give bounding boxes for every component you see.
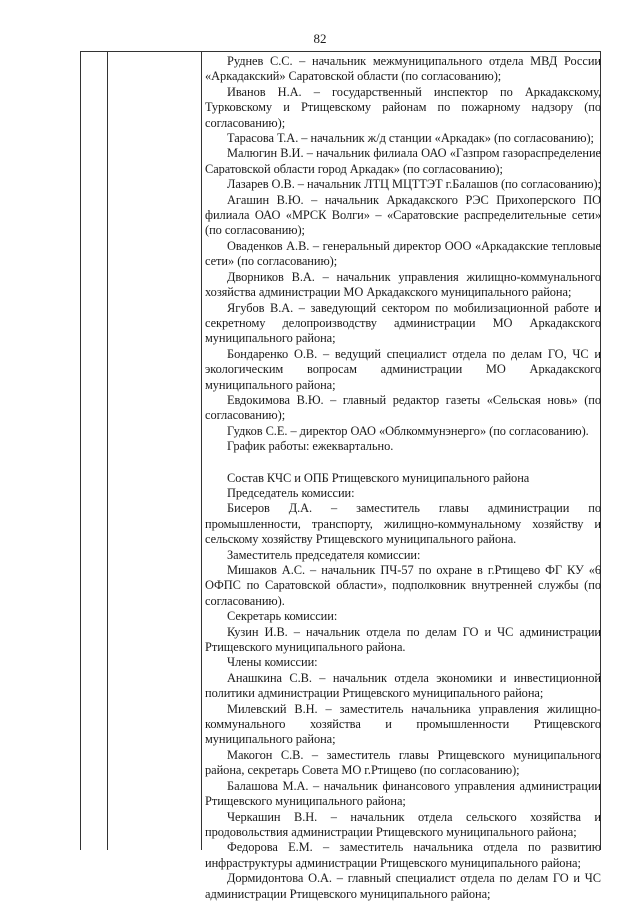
paragraph: Милевский В.Н. – заместитель начальника управления жилищно-коммунального хозяйства и промышленности Ртищевского муниципального района; (205, 701, 601, 747)
paragraph: Оваденков А.В. – генеральный директор ООО «Аркадакские тепловые сети» (по согласованию); (205, 238, 601, 269)
paragraph: Тарасова Т.А. – начальник ж/д станции «Аркадак» (по согласованию); (227, 131, 594, 146)
role-heading: Секретарь комиссии: (227, 609, 338, 624)
paragraph: Иванов Н.А. – государственный инспектор по Аркадакскому, Турковскому и Ртищевскому районам по пожарному надзору (по согласованию); (205, 84, 601, 130)
paragraph: Макогон С.В. – заместитель главы Ртищевского муниципального района, секретарь Совета МО г.Ртищево (по согласованию); (205, 747, 601, 778)
table-column-divider-1 (107, 52, 108, 850)
page-number: 82 (313, 31, 327, 46)
paragraph: Евдокимова В.Ю. – главный редактор газеты «Сельская новь» (по согласованию); (205, 392, 601, 423)
role-heading: Члены комиссии: (227, 655, 318, 670)
table-cell-content (205, 54, 601, 902)
paragraph: Малюгин В.И. – начальник филиала ОАО «Газпром газораспределение Саратовской области город Аркадак» (по согласованию); (205, 146, 601, 176)
schedule-note: График работы: ежеквартально. (227, 439, 394, 454)
paragraph: Ягубов В.А. – заведующий сектором по мобилизационной работе и секретному делопроизводству администрации МО Аркадакского муниципального района; (205, 300, 601, 346)
paragraph: Агашин В.Ю. – начальник Аркадакского РЭС Прихоперского ПО филиала ОАО «МРСК Волги» – «Саратовские распределительные сети» (по согласованию); (205, 192, 601, 238)
paragraph: Бондаренко О.В. – ведущий специалист отдела по делам ГО, ЧС и экологическим вопросам администрации МО Аркадакского муниципального района; (205, 346, 601, 392)
paragraph: Дворников В.А. – начальник управления жилищно-коммунального хозяйства администрации МО Аркадакского муниципального района; (205, 269, 601, 300)
paragraph: Кузин И.В. – начальник отдела по делам ГО и ЧС администрации Ртищевского муниципального района. (205, 624, 601, 655)
paragraph: Руднев С.С. – начальник межмуниципального отдела МВД России «Аркадакский» Саратовской области (по согласованию); (205, 54, 601, 84)
table-column-divider-2 (201, 52, 202, 850)
paragraph: Федорова Е.М. – заместитель начальника отдела по развитию инфраструктуры администрации Ртищевского муниципального района; (205, 840, 601, 870)
role-heading: Председатель комиссии: (227, 485, 355, 500)
paragraph: Черкашин В.Н. – начальник отдела сельского хозяйства и продовольствия администрации Ртищевского муниципального района; (205, 809, 601, 839)
table-frame (80, 51, 601, 901)
section-spacer (205, 455, 601, 471)
section-heading: Состав КЧС и ОПБ Ртищевского муниципального района (227, 470, 530, 485)
paragraph: Анашкина С.В. – начальник отдела экономики и инвестиционной политики администрации Ртищевского муниципального района; (205, 670, 601, 701)
paragraph: Балашова М.А. – начальник финансового управления администрации Ртищевского муниципального района; (205, 778, 601, 809)
paragraph: Дормидонтова О.А. – главный специалист отдела по делам ГО и ЧС администрации Ртищевского муниципального района; (205, 871, 601, 901)
role-heading: Заместитель председателя комиссии: (227, 547, 421, 562)
table-border-left (80, 52, 81, 850)
paragraph: Бисеров Д.А. – заместитель главы администрации по промышленности, транспорту, жилищно-коммунальному хозяйству и сельскому хозяйству Ртищевского муниципального района. (205, 501, 601, 547)
paragraph: Мишаков А.С. – начальник ПЧ-57 по охране в г.Ртищево ФГ КУ «6 ОФПС по Саратовской области», подполковник внутренней службы (по согласованию). (205, 563, 601, 608)
paragraph: Лазарев О.В. – начальник ЛТЦ МЦТТЭТ г.Балашов (по согласованию); (227, 177, 601, 192)
paragraph: Гудков С.Е. – директор ОАО «Облкоммунэнерго» (по согласованию). (227, 423, 589, 438)
